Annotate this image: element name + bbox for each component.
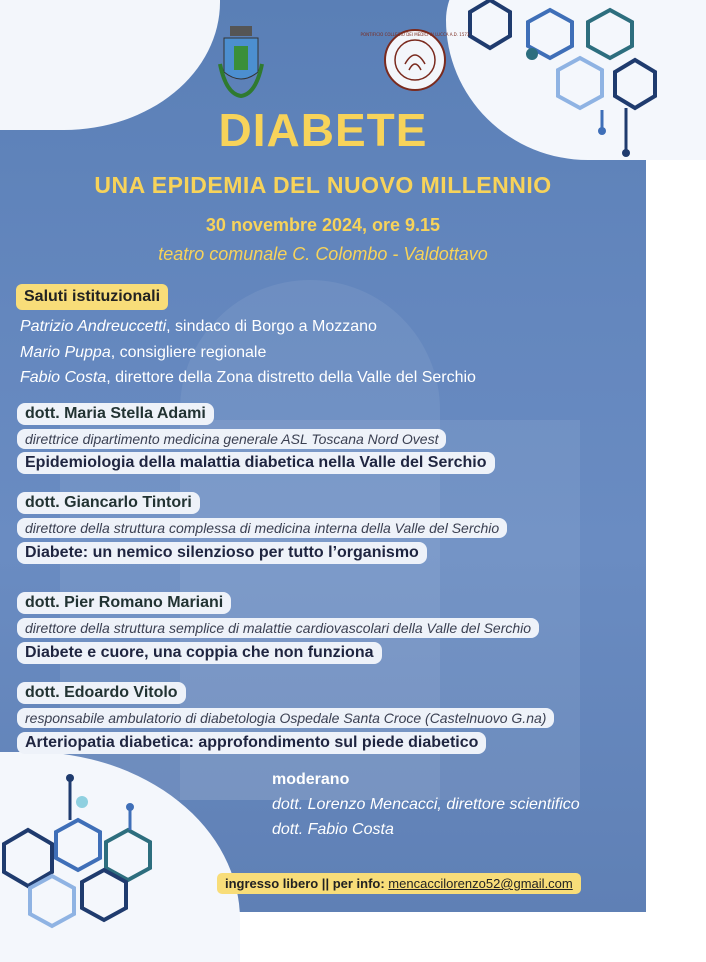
speaker-topic: Diabete e cuore, una coppia che non funziona [17, 642, 382, 664]
speaker-topic: Arteriopatia diabetica: approfondimento sul piede diabetico [17, 732, 486, 754]
guest-role: , consigliere regionale [110, 344, 267, 361]
speaker-topic: Diabete: un nemico silenzioso per tutto l’organismo [17, 542, 427, 564]
medical-college-seal [360, 28, 470, 92]
event-date: 30 novembre 2024, ore 9.15 [205, 215, 441, 235]
municipal-crest-icon [216, 24, 266, 100]
hexagon-decoration-bottom-left [0, 760, 200, 912]
guest-1 [20, 318, 377, 336]
speaker-name: dott. Pier Romano Mariani [17, 592, 231, 614]
guest-name: Mario Puppa [20, 344, 111, 361]
guest-role: , sindaco di Borgo a Mozzano [166, 318, 377, 335]
speaker-role: direttore della struttura semplice di malattie cardiovascolari della Valle del Serchio [17, 618, 539, 638]
footer-text: ingresso libero || per info: [225, 876, 389, 891]
moderators-label: moderano [272, 771, 350, 788]
guest-3 [20, 369, 476, 387]
guest-role: , direttore della Zona distretto della Valle del Serchio [106, 369, 476, 386]
moderator-line: dott. Lorenzo Mencacci, direttore scientifico [272, 796, 580, 813]
greetings-label: Saluti istituzionali [16, 284, 168, 310]
speaker-topic: Epidemiologia della malattia diabetica nella Valle del Serchio [17, 452, 495, 474]
speaker-name: dott. Edoardo Vitolo [17, 682, 186, 704]
guest-2 [20, 344, 266, 362]
moderator-line: dott. Fabio Costa [272, 821, 394, 838]
speaker-role: responsabile ambulatorio di diabetologia Ospedale Santa Croce (Castelnuovo G.na) [17, 708, 554, 728]
speaker-name: dott. Maria Stella Adami [17, 403, 214, 425]
contact-email-link[interactable]: mencaccilorenzo52@gmail.com [388, 876, 573, 891]
event-subtitle: UNA EPIDEMIA DEL NUOVO MILLENNIO [94, 172, 552, 198]
speaker-role: direttore della struttura complessa di medicina interna della Valle del Serchio [17, 518, 507, 538]
speaker-role: direttrice dipartimento medicina generale ASL Toscana Nord Ovest [17, 429, 446, 449]
info-footer [217, 873, 581, 894]
guest-name: Fabio Costa [20, 369, 107, 386]
guest-name: Patrizio Andreuccetti [20, 318, 167, 335]
speaker-name: dott. Giancarlo Tintori [17, 492, 200, 514]
event-venue: teatro comunale C. Colombo - Valdottavo [158, 244, 488, 264]
event-title: DIABETE [218, 104, 428, 156]
seal-text: PONTIFICIO COLLEGIO DEI MEDICI IN LUCCA A.D. 1573 [360, 32, 470, 37]
